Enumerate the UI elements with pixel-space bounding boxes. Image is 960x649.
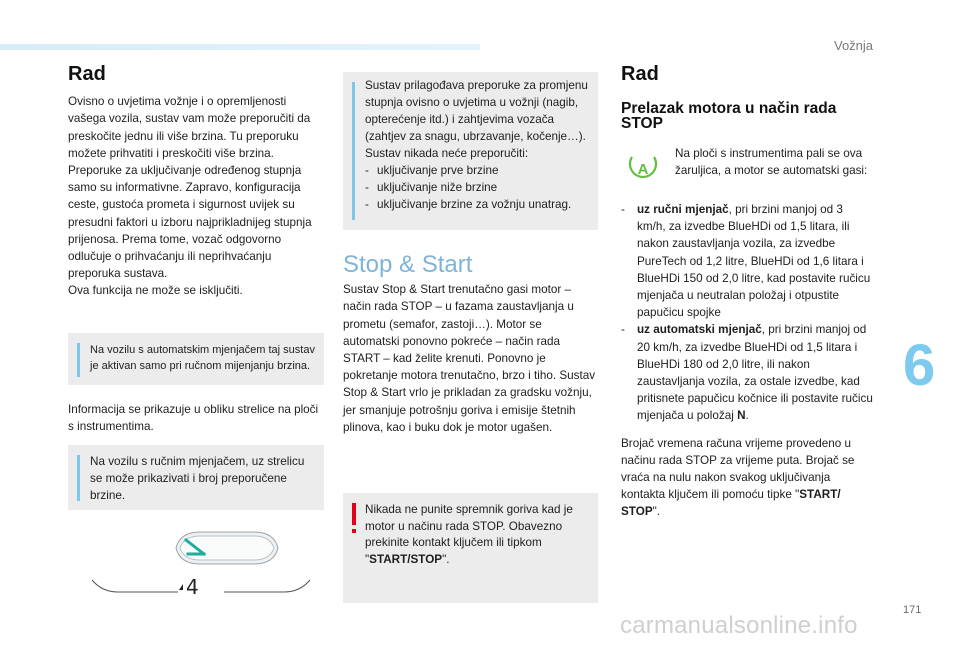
- header-accent-bar: [0, 44, 480, 50]
- list-item: - uključivanje niže brzine: [365, 181, 498, 194]
- column-3: [621, 63, 873, 133]
- column-1: [68, 63, 324, 300]
- up-arrow-small-icon: [179, 584, 183, 590]
- note3-intro: Sustav prilagođava preporuke za promjenu stupnja ovisno o uvjetima u vožnji (nagib, opterećenje itd.) i zahtjevima vozača (zahtjev za snagu, ubrzavanje, kočenje…).: [365, 79, 588, 143]
- list-item: - uz ručni mjenjač, pri brzini manjoj od 3 km/h, za izvedbe BlueHDi od 1,5 litara, ili nakon zaustavljanja vozila, za izvedbe PureTech od 1,2 litre, BlueHDi od 1,6 litara i BlueHDi 150 od 2,0 litre, kad postavite ručicu mjenjača u neutralan položaj i otpustite papučicu spojke: [621, 203, 871, 320]
- info-note-3: [343, 72, 598, 230]
- info-note-marker: [77, 455, 80, 501]
- col1-body2: Ova funkcija ne može se isključiti.: [68, 284, 243, 298]
- note1-text: Na vozilu s automatskim mjenjačem taj sustav je aktivan samo pri ručnom mijenjanju brzina.: [90, 344, 315, 372]
- list-item: - uključivanje prve brzine: [365, 164, 499, 177]
- svg-text:A: A: [637, 161, 649, 178]
- col3-title: Rad: [621, 63, 659, 85]
- info-note-2: [68, 445, 324, 510]
- col3-footer: Brojač vremena računa vrijeme provedeno u načinu rada STOP za vrijeme puta. Brojač se vraća na nulu nakon svakog uključivanja kontakta ključem ili pomoću tipke "START/ STOP".: [621, 436, 855, 519]
- column-2: [343, 251, 599, 436]
- warning-dot: [352, 529, 356, 533]
- instrument-display-illustration: [88, 518, 314, 600]
- note2-text: Na vozilu s ručnim mjenjačem, uz strelicu se može prikazivati i broj preporučene brzine.: [90, 455, 305, 502]
- gear-number: 4: [186, 575, 199, 599]
- info-note-1: [68, 333, 324, 385]
- stop-start-lamp-icon: [627, 153, 659, 181]
- col3-subtitle: Prelazak motora u način rada STOP: [621, 100, 837, 133]
- list-item: - uz automatski mjenjač, pri brzini manjoj od 20 km/h, za izvedbe BlueHDi od 1,5 litara i BlueHDi 180 od 2,0 litre, ili nakon zaustavljanja vozila, za ostale izvedbe, kad pritisnete papučicu kočnice ili postavite ručicu mjenjača u položaj N.: [621, 323, 873, 423]
- stop-start-body: Sustav Stop & Start trenutačno gasi motor – način rada STOP – u fazama zaustavljanja u prometu (semafor, zastoji…). Motor se automatski ponovno pokreće – način rada START – kad želite krenuti. Ponovno je pokretanje motora trenutačno, brzo i tiho. Sustav Stop & Start vrlo je prikladan za gradsku vožnju, jer smanjuje potrošnju goriva i emisije štetnih plinova, kao i buku dok je motor ugašen.: [343, 283, 596, 434]
- info-note-marker: [77, 343, 80, 377]
- lamp-text: Na ploči s instrumentima pali se ova žaruljica, a motor se automatski gasi:: [675, 147, 868, 178]
- watermark: carmanualsonline.info: [620, 612, 858, 639]
- section-label: Vožnja: [834, 38, 874, 53]
- stop-start-heading: Stop & Start: [343, 251, 473, 278]
- warning-note: [343, 493, 598, 603]
- info-note-marker: [352, 82, 355, 220]
- col1-info: Informacija se prikazuje u obliku strelice na ploči s instrumentima.: [68, 403, 319, 434]
- warning-text: Nikada ne punite spremnik goriva kad je motor u načinu rada STOP. Obavezno prekinite kontakt ključem ili tipkom "START/STOP".: [365, 503, 573, 566]
- col1-body: Ovisno o uvjetima vožnje i o opremljenosti vašega vozila, sustav vam može preporučiti da preskočite jednu ili više brzina. Tu preporuku možete prihvatiti i preskočiti više brzina. Preporuke za uključivanje određenog stupnja samo su informativne. Zapravo, konfiguracija ceste, gustoća prometa i sigurnost uvijek su presudni faktori u izboru najprikladnijeg stupnja prijenosa. Prema tome, vozač odgovorno odlučuje o prihvaćanju ili neprihvaćanju preporuka sustava.: [68, 95, 312, 281]
- col1-title: Rad: [68, 63, 106, 85]
- col3-list: [621, 201, 873, 521]
- note3-never: Sustav nikada neće preporučiti:: [365, 147, 529, 160]
- page-number: 171: [903, 604, 922, 616]
- warning-icon: [352, 503, 356, 525]
- list-item: - uključivanje brzine za vožnju unatrag.: [365, 198, 572, 211]
- chapter-number: 6: [903, 333, 936, 398]
